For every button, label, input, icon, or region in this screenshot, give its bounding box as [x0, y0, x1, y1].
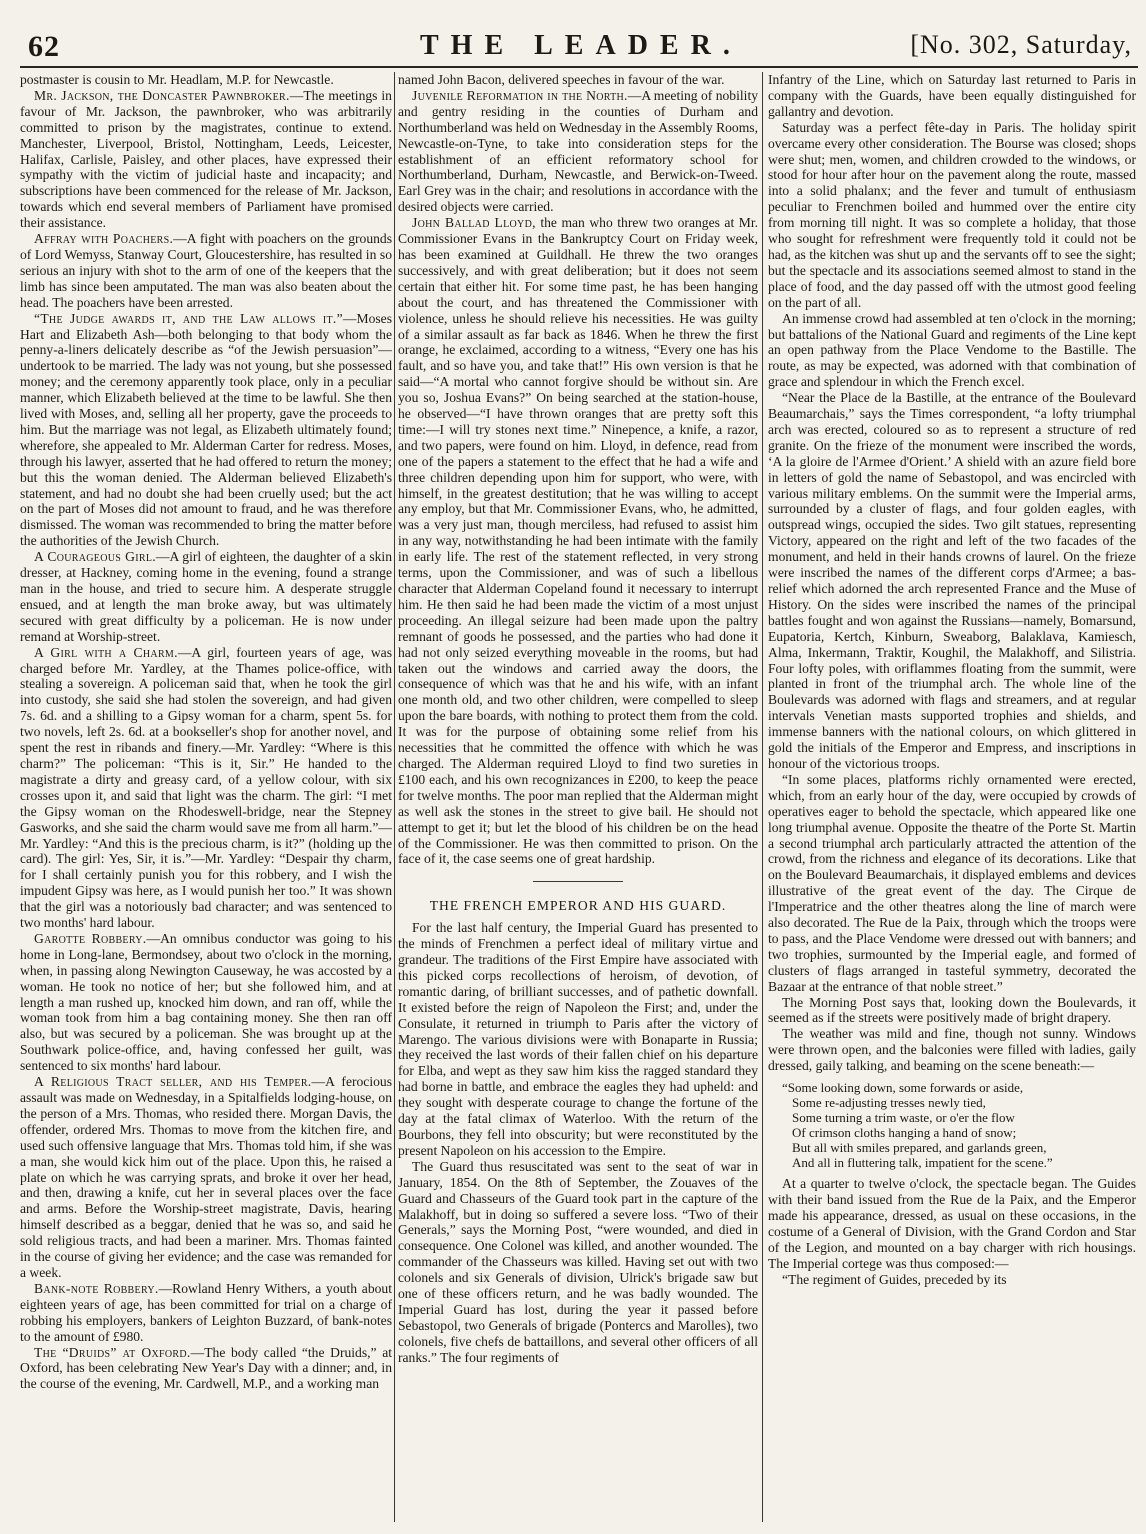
article-paragraph: [20, 231, 392, 311]
column-divider: [394, 72, 395, 1522]
verse-line: Some turning a trim waste, or o'er the flow: [792, 1110, 1015, 1126]
paragraph-text: “In some places, platforms richly ornamented were erected, which, from an early hour of the day, were occupied by crowds of operatives eager to behold the spectacle, which appeared like one long triumphal avenue. Opposite the theatre of the Porte St. Martin a second triumphal arch particularly attracted the attention of the crowd, from the richness and elegance of its decorations. Like that on the Boulevard Beaumarchais, it displayed emblems and devices illustrative of the great event of the day. The Cirque de l'Imperatrice and the other theatres along the line of march were also decorated. The Rue de la Paix, through which the troops were to pass, and the Place Vendome were dressed out with banners; and two trophies, surmounted by the Imperial eagle, and formed of clusters of flags arranged in tasteful symmetry, decorated the Bazaar at the entrance of that noble street.”: [768, 771, 1136, 994]
article-paragraph: [768, 311, 1136, 391]
paragraph-lead-heading: Bank-note Robbery.: [34, 1280, 159, 1296]
article-paragraph: [20, 645, 392, 931]
verse-line: Of crimson cloths hanging a hand of snow;: [792, 1125, 1017, 1141]
paragraph-text: The Morning Post says that, looking down the Boulevards, it seemed as if the streets were positively made of bright drapery.: [768, 994, 1136, 1026]
section-heading: THE FRENCH EMPEROR AND HIS GUARD.: [429, 898, 727, 914]
paragraph-lead-heading: Mr. Jackson, the Doncaster Pawnbroker.: [34, 87, 290, 103]
article-paragraph: [768, 72, 1136, 120]
paragraph-text: —Rowland Henry Withers, a youth about eighteen years of age, has been committed for trial on a charge of robbing his employers, bankers of Leighton Buzzard, of bank-notes to the amount of £980.: [20, 1280, 392, 1344]
paragraph-text: An immense crowd had assembled at ten o'clock in the morning; but battalions of the National Guard and regiments of the Line kept an open pathway from the Place Vendome to the Bastille. The route, as may be expected, was adorned with that combination of grace and splendour in which the French excel.: [768, 310, 1136, 390]
verse-line: But all with smiles prepared, and garlands green,: [792, 1140, 1047, 1156]
section-divider: [533, 881, 623, 882]
paragraph-text: “Near the Place de la Bastille, at the entrance of the Boulevard Beaumarchais,” says the Times correspondent, “a lofty triumphal arch was erected, coloured so as to represent a structure of red granite. On the frieze of the monument were inscribed the words, ‘A la gloire de l'Armee d'Orient.’ A shield with an azure field bore in letters of gold the name of Sebastopol, and was encircled with various military emblems. On the summit were the Imperial arms, surrounded by a cluster of flags, and four golden eagles, with outspread wings, occupied the sides. Two gilt statues, representing Victory, appeared on the right and left of the two facades of the monument, and held in their hands crowns of laurel. On the frieze were inscribed the names of the different corps d'Armee; a bas-relief which adorned the arch represented France and the Muse of History. On the sides were inscribed the names of the principal battles fought and won against the Russians—namely, Bomarsund, Eupatoria, Kertch, Kinburn, Sweaborg, Balaklava, Kamiesch, Alma, Inkermann, Traktir, Koughil, the Malakhoff, and Silistria. Four lofty poles, with oriflammes floating from the summit, were planted in front of the triumphal arch. The whole line of the Boulevards was adorned with flags and streamers, and at regular intervals Venetian masts supported trophies and shields, and immense banners with the national colours, on which glittered in gold the initials of the Emperor and Empress, and inscriptions in honour of the victorious troops.: [768, 390, 1136, 771]
article-paragraph: “The regiment of Guides, preceded by its: [782, 1271, 1007, 1287]
column-divider: [762, 72, 763, 1522]
paragraph-text: —A ferocious assault was made on Wednesday, in a Spitalfields lodging-house, on the person of a Mrs. Thomas, who resided there. Morgan Davis, the offender, ordered Mrs. Thomas to move from the kitchen fire, and used such offensive language that Mrs. Thomas told him, if she was a man, she would kick him out of the place. Upon this, he raised a plate on which he was carrying sprats, and broke it over her head, and then, drawing a knife, cut her in several places over the face and arms. Before the Worship-street magistrate, Davis, hearing himself described as a beggar, denied that he was so, and said he sold religious tracts, and had been a mariner. Mrs. Thomas fainted in the course of giving her evidence; and the case was remanded for a week.: [20, 1074, 392, 1280]
article-paragraph: [398, 215, 758, 867]
paragraph-lead-heading: Affray with Poachers.: [34, 231, 174, 247]
verse-line: “Some looking down, some forwards or aside,: [782, 1080, 1024, 1096]
paragraph-text: —A fight with poachers on the grounds of Lord Wemyss, Stanway Court, Gloucestershire, has resulted in so serious an injury with shot to the arm of one of the keepers that the limb has since been amputated. The man was also beaten about the head. The poachers have been arrested.: [20, 231, 392, 310]
article-paragraph: [20, 88, 392, 231]
column-middle: [398, 72, 758, 1522]
article-paragraph: [20, 1074, 392, 1281]
article-paragraph: [398, 72, 758, 88]
article-paragraph: [20, 1345, 392, 1393]
paragraph-lead-heading: The “Druids” at Oxford.: [34, 1344, 191, 1360]
issue-number: [No. 302, Saturday,: [910, 30, 1132, 59]
paragraph-text: —An omnibus conductor was going to his home in Long-lane, Bermondsey, about two o'clock in the morning, when, in passing along Newington Causeway, he was accosted by a woman. He took no notice of her; but she followed him, and at length a man rushed up, knocked him down, and ran off, while the woman took from him a bag containing money. She then ran off also, but was secured by a policeman. She was brought up at the Southwark police-office, and, having confessed her guilt, was sentenced to six months' hard labour.: [20, 930, 392, 1074]
masthead: [0, 0, 1146, 64]
paragraph-text: —A girl of eighteen, the daughter of a skin dresser, at Hackney, coming home in the evening, found a strange man in the house, and tried to secure him. A desperate struggle ensued, and at length the man broke away, but was ultimately secured with great difficulty by a policeman. He is now under remand at Worship-street.: [20, 549, 392, 644]
paragraph-text: postmaster is cousin to Mr. Headlam, M.P. for Newcastle.: [20, 72, 334, 87]
paragraph-text: —A girl, fourteen years of age, was charged before Mr. Yardley, at the Thames police-office, with stealing a sovereign. A policeman said that, when he took the girl into custody, she said she had stolen the sovereign, and had given 7s. 6d. and a shilling to a Gipsy woman for a charm, spent 5s. for two novels, left 2s. 6d. at a bookseller's shop for another novel, and spent the rest in ribands and finery.—Mr. Yardley: “Where is this charm?” The policeman: “This is it, Sir.” He handed to the magistrate a dirty and greasy card, of a yellow colour, with six crosses upon it, and said that light was the charm. The girl: “I met the Gipsy woman on the Rhodeswell-bridge, near the Stepney Gasworks, and she said the charm would save me from all harm.”—Mr. Yardley: “And this is the precious charm, is it?” (holding up the card). The girl: Yes, Sir, it is.”—Mr. Yardley: “Despair thy charm, for I shall certainly punish you for this robbery, and I wish the impudent Gipsy was here, as I would punish her too.” It was shown that the girl was a notoriously bad character; and was sentenced to two months' hard labour.: [20, 644, 392, 931]
verse-line: Some re-adjusting tresses newly tied,: [792, 1095, 986, 1111]
page-number: 62: [28, 30, 60, 63]
paragraph-text: the man who threw two oranges at Mr. Commissioner Evans in the Bankruptcy Court on Friday week, has been examined at Guildhall. He threw the two oranges successively, and with great deliberation; but it does not seem certain that either hit. For some time past, he has been hanging about the court, and has threatened the Commissioner with violence, unless he should relieve his necessities. He was guilty of a similar assault as far back as 1846. When he threw the first orange, he exclaimed, according to a witness, “Every one has his fault, and so have you, and take that!” His own version is that he said—“A mortal who cannot forgive should be without sin. Are you so, Joshua Evans?” On being searched at the station-house, he observed—“I have thrown oranges that are pretty soft this time:—I will try stones next time.” Ninepence, a knife, a razor, and two papers, were found on him. Lloyd, in defence, read from one of the papers a statement to the effect that he had a wife and three children depending upon him for support, who were, with himself, in the greatest destitution; that he was willing to accept any employ, but that Mr. Commissioner Evans, who, he admitted, was a very just man, though merciless, had refused to assist him in any way, notwithstanding he had been intimate with the family in early life. The rest of the statement reflected, in very strong terms, upon the Commissioner, and was of such a libellous character that Alderman Copeland found it necessary to interrupt him. He then said he had been made the victim of a most unjust proceeding. An illegal seizure had been made upon the paltry remnant of goods he possessed, and the parties who had done it had not only seized everything moveable in the rooms, but had taken out the windows and carried away the doors, the consequence of which was that he and his wife, with an infant one month old, and two other children, were compelled to sleep upon the bare boards, with nothing to protect them from the cold. It was for the purpose of obtaining some relief from his necessities that he committed the offence with which he was charged. The Alderman required Lloyd to find two sureties in £100 each, and his own recognizances in £200, to keep the peace for twelve months. The poor man replied that the Alderman might as well ask the stones in the street to give bail. He should not attempt to get it; but let the blood of his children be on the head of the Commissioner. He was then committed to prison. On the face of it, the case seems one of great hardship.: [398, 215, 758, 867]
header-rule: [20, 66, 1138, 68]
paragraph-lead-heading: A Religious Tract seller, and his Temper.: [34, 1074, 312, 1090]
paragraph-text: named John Bacon, delivered speeches in favour of the war.: [398, 72, 725, 87]
article-paragraph: [768, 995, 1136, 1027]
paragraph-lead-heading: Garotte Robbery.: [34, 930, 147, 946]
article-paragraph: At a quarter to twelve o'clock, the spectacle began. The Guides with their band issued from the Rue de la Paix, and the Emperor made his appearance, dressed, as usual on these occasions, in the costume of a General of Division, with the Grand Cordon and Star of the Legion, and mounted on a bay charger with rich housings. The Imperial cortege was thus composed:—: [768, 1176, 1136, 1271]
paragraph-text: —A meeting of nobility and gentry residing in the counties of Durham and Northumberland was held on Wednesday in the Assembly Rooms, Newcastle-on-Tyne, to take into consideration steps for the establishment of an efficient reformatory school for Northumberland, Durham, Newcastle, and Berwick-on-Tweed. Earl Grey was in the chair; and resolutions in accordance with the desired objects were carried.: [398, 87, 758, 215]
article-columns: [20, 72, 1136, 1522]
verse-quotation: [782, 1080, 1136, 1170]
paragraph-lead-heading: A Girl with a Charm.: [34, 644, 178, 660]
article-paragraph: [768, 772, 1136, 995]
article-paragraph: [768, 120, 1136, 311]
paragraph-text: —The meetings in favour of Mr. Jackson, the pawnbroker, who was arbitrarily committed to prison by the magistrates, continue to extend. Manchester, Liverpool, Bristol, Nottingham, Leeds, Leicester, Halifax, Carlisle, Paisley, and other places, have expressed their sympathy with the victim of judicial haste and incapacity; and subscriptions have been commenced for the release of Mr. Jackson, towards which end several members of Parliament have promised their assistance.: [20, 87, 392, 231]
column-left: [20, 72, 392, 1522]
article-paragraph: [20, 549, 392, 644]
paragraph-lead-heading: Juvenile Reformation in the North.: [412, 87, 628, 103]
paragraph-text: Infantry of the Line, which on Saturday last returned to Paris in company with the Guards, have been equally distinguished for gallantry and devotion.: [768, 72, 1136, 119]
article-paragraph: The Guard thus resuscitated was sent to the seat of war in January, 1854. On the 8th of September, the Zouaves of the Guard and Chasseurs of the Guard took part in the capture of the Malakhoff, but in doing so suffered a severe loss. “Two of their Generals,” says the Morning Post, “were wounded, and died in consequence. One Colonel was killed, and another wounded. The commander of the Chasseurs was killed. Having set out with two colonels and six Generals of division, Ulrick's brigade saw but one of these officers return, and he was badly wounded. The Imperial Guard has lost, during the year it passed before Sebastopol, two Generals of brigade (Pontercs and Marolles), two colonels, five chefs de battaillons, and several other officers of all ranks.” The four regiments of: [398, 1158, 758, 1365]
paragraph-text: —Moses Hart and Elizabeth Ash—both belonging to that body whom the penny-a-liners delicately describe as “of the Jewish persuasion”—undertook to be married. The lady was not young, but she possessed money; and the ceremony apparently took place, only in a peculiar manner, which Elizabeth believed at the time to be lawful. She then lived with Moses, and, selling all her property, gave the proceeds to him. But the marriage was not legal, as Elizabeth ultimately found; wherefore, she appealed to Mr. Alderman Carter for redress. Moses, through his lawyer, asserted that he had offered to return the money; but this the woman denied. The Alderman believed Elizabeth's statement, and had no doubt she had been cruelly used; but the act on the part of Moses did not amount to fraud, and he was therefore dismissed. The woman was recommended to bring the matter before the authorities of the Jewish Church.: [20, 310, 392, 549]
article-paragraph: [20, 311, 392, 550]
article-paragraph: [20, 931, 392, 1074]
newspaper-title: THE LEADER.: [420, 30, 742, 61]
paragraph-lead-heading: “The Judge awards it, and the Law allows it.”: [34, 310, 343, 326]
column-right: [768, 72, 1136, 1522]
article-paragraph: [768, 1026, 1136, 1074]
article-paragraph: For the last half century, the Imperial Guard has presented to the minds of Frenchmen a perfect ideal of military virtue and grandeur. The traditions of the First Empire have associated with this picked corps recollections of heroism, of devotion, of romantic daring, of brilliant successes, and of pathetic downfall. It existed before the reign of Napoleon the First; and, under the Consulate, it returned in triumph to Paris after the victory of Marengo. The various divisions were with Bonaparte in Russia; they received the last words of their fallen chief on his departure for Elba, and wept as they saw him kiss the ragged standard they had borne in battle, and embrace the eagles they had upheld: and they sought with desperate courage to change the fortune of the day at the fatal climax of Waterloo. With the return of the Bourbons, they fell into obscurity; but were reconstituted by the present Napoleon on his accession to the Empire.: [398, 920, 758, 1158]
verse-line: And all in fluttering talk, impatient for the scene.”: [792, 1155, 1053, 1171]
article-paragraph: [398, 88, 758, 215]
paragraph-text: Saturday was a perfect fête-day in Paris. The holiday spirit overcame every other consideration. The Bourse was closed; shops were shut; men, women, and children crowded to the windows, or stood for hour after hour on the pavement along the route, massed into a solid phalanx; and the fever and tumult of enthusiasm peculiar to Frenchmen boiled and hummed over the entire city from morning till night. It was so complete a holiday, that those who sought for refreshment were frequently told it could not be had, as the kitchen was shut up and the servants off to see the sight; but the spectacle and its associations seemed almost to stand in the place of food, and the day passed off with the utmost good feeling on the part of all.: [768, 119, 1136, 310]
paragraph-text: —The body called “the Druids,” at Oxford, has been celebrating New Year's Day with a dinner; and, in the course of the evening, Mr. Cardwell, M.P., and a working man: [20, 1344, 392, 1392]
article-paragraph: [768, 390, 1136, 772]
article-paragraph: [20, 1281, 392, 1345]
article-paragraph: [20, 72, 392, 88]
paragraph-text: The weather was mild and fine, though not sunny. Windows were thrown open, and the balconies were filled with ladies, gaily dressed, gaily talking, and beaming on the scene beneath:—: [768, 1026, 1136, 1074]
paragraph-lead-heading: A Courageous Girl.: [34, 549, 156, 565]
paragraph-lead-heading: John Ballad Lloyd,: [412, 215, 536, 231]
